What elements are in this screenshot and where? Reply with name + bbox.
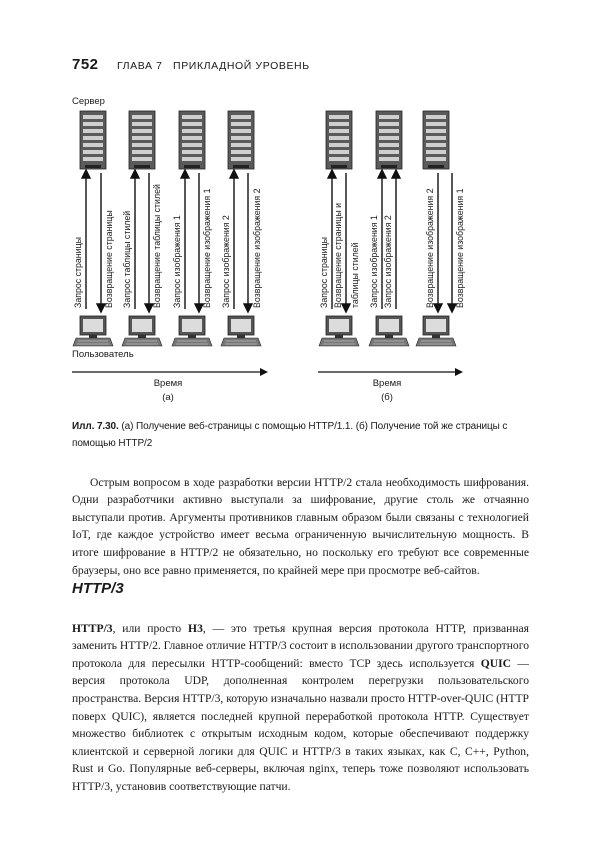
server-a4 [228,111,254,169]
page-header [72,56,310,74]
time-label-b: Время [372,378,402,389]
chapter-title: ПРИКЛАДНОЙ УРОВЕНЬ [173,60,310,72]
client-b1 [319,316,359,346]
term-quic: QUIC [480,656,511,670]
label-b-return-img2: Возвращение изображения 2 [425,188,435,308]
server-b2 [376,111,402,169]
client-a1 [73,316,113,346]
label-a-request-page: Запрос страницы [73,237,83,308]
client-a4 [221,316,261,346]
figure-http-timeline [0,90,600,410]
label-b-request-img1: Запрос изображения 1 [369,215,379,308]
server-b3 [423,111,449,169]
label-a-return-img2: Возвращение изображения 2 [252,188,262,308]
label-a-return-css: Возвращение таблицы стилей [152,184,162,308]
time-label-a: Время [153,378,183,389]
caption-text: (а) Получение веб-страницы с помощью HTTP/1.1. (б) Получение той же страницы с помощью HTTP/2 [72,421,508,449]
label-b-return-page-2: таблицы стилей [350,242,360,308]
caption-label: Илл. 7.30. [72,421,119,432]
para2-text-2: , — это третья крупная версия протокола HTTP, призванная заменить HTTP/2. Главное отличие HTTP/3 состоит в использовании другого транспортного протокола для пересылки HTTP-сообщений: вместо TCP здесь используется [72,621,529,670]
part-a-label: (а) [162,392,174,403]
paragraph-encryption: Острым вопросом в ходе разработки версии HTTP/2 стала необходимость шифрования. Одни разработчики активно выступали за шифрование, другие столь же отчаянно выступали против. Аргументы противников главным образом были связаны с технологией IoT, где каждое устройство имеет весьма ограниченную вычислительную мощность. В итоге шифрование в HTTP/2 не обязательно, но поскольку его требуют все современные браузеры, оно все равно применяется, по крайней мере при просмотре веб-сайтов. [72,475,529,577]
client-b2 [369,316,409,346]
figure-caption [72,418,532,452]
server-a2 [129,111,155,169]
client-a3 [172,316,212,346]
server-a3 [179,111,205,169]
client-b3 [416,316,456,346]
client-a2 [122,316,162,346]
part-b-label: (б) [381,392,393,403]
label-a-request-img1: Запрос изображения 1 [172,215,182,308]
label-a-request-css: Запрос таблицы стилей [122,210,132,308]
page-number: 752 [72,56,99,73]
label-a-request-img2: Запрос изображения 2 [221,215,231,308]
para2-text-1: , или просто [112,621,189,635]
label-a-return-img1: Возвращение изображения 1 [202,188,212,308]
term-http3: HTTP/3 [72,621,113,635]
user-label: Пользователь [72,349,134,360]
paragraph-http3 [72,620,529,796]
label-b-return-page-1: Возвращение страницы и [333,203,343,308]
chapter-label: ГЛАВА 7 [116,60,163,72]
server-b1 [326,111,352,169]
term-h3: H3 [188,621,203,635]
label-b-return-img1: Возвращение изображения 1 [455,188,465,308]
label-b-request-page: Запрос страницы [319,237,329,308]
label-a-return-page: Возвращение страницы [104,210,114,308]
server-label: Сервер [72,96,105,107]
server-a1 [80,111,106,169]
label-b-request-img2: Запрос изображения 2 [383,215,393,308]
section-heading-http3: HTTP/3 [72,580,124,597]
para2-text-3: — версия протокола UDP, дополненная контролем перегрузки пользовательского пространства. Версия HTTP/3, которую изначально назвали просто HTTP-over-QUIC (HTTP поверх QUIC), является последней крупной переработкой протокола HTTP. Существует множество библиотек с открытым исходным кодом, которые обеспечивают поддержку клиентской и серверной логики для QUIC и HTTP/3 в таких языках, как C, C++, Python, Rust и Go. Популярные веб-серверы, включая nginx, теперь тоже позволяют использовать HTTP/3, установив соответствующие патчи. [72,656,529,793]
